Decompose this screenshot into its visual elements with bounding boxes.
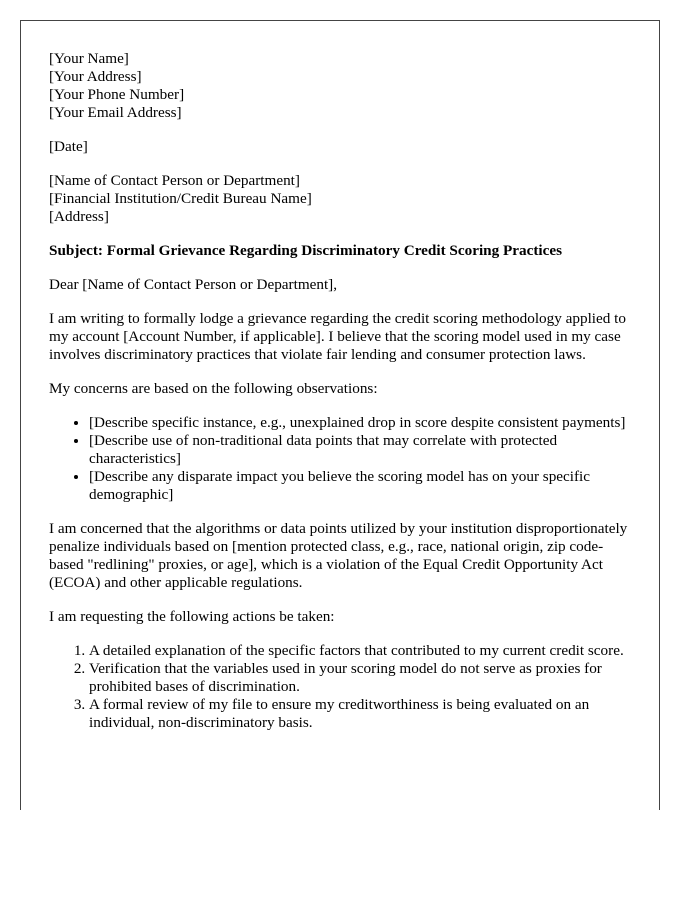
recipient-address: [Address] (49, 208, 109, 225)
sender-block (49, 50, 631, 122)
intro-paragraph: I am writing to formally lodge a grievance regarding the credit scoring methodology applied to my account [Account Number, if applicable]. I believe that the scoring model used in my case involves discriminatory practices that violate fair lending and consumer protection laws. (49, 310, 626, 363)
date-line: [Date] (49, 138, 88, 155)
concerns-intro: My concerns are based on the following observations: (49, 380, 378, 397)
list-item: • [Describe specific instance, e.g., unexplained drop in score despite consistent payments] (89, 414, 631, 432)
letter-page (20, 20, 660, 810)
requests-list (49, 642, 631, 732)
list-item: • [Describe use of non-traditional data points that may correlate with protected characteristics] (89, 432, 631, 468)
recipient-institution: [Financial Institution/Credit Bureau Name] (49, 190, 312, 207)
list-item: 3. A formal review of my file to ensure my creditworthiness is being evaluated on an individual, non-discriminatory basis. (89, 696, 631, 732)
concerns-list (49, 414, 631, 504)
list-item: 1. A detailed explanation of the specific factors that contributed to my current credit score. (89, 642, 631, 660)
recipient-block (49, 172, 631, 226)
list-item: • [Describe any disparate impact you believe the scoring model has on your specific demographic] (89, 468, 631, 504)
sender-phone: [Your Phone Number] (49, 86, 185, 103)
sender-address: [Your Address] (49, 68, 142, 85)
salutation: Dear [Name of Contact Person or Department], (49, 276, 338, 293)
subject-line: Subject: Formal Grievance Regarding Discriminatory Credit Scoring Practices (49, 242, 563, 259)
sender-name: [Your Name] (49, 50, 129, 67)
concern-paragraph: I am concerned that the algorithms or data points utilized by your institution disproportionately penalize individuals based on [mention protected class, e.g., race, national origin, zip code-based "redlining" proxies, or age], which is a violation of the Equal Credit Opportunity Act (ECOA) and other applicable regulations. (49, 520, 628, 591)
list-item: 2. Verification that the variables used in your scoring model do not serve as proxies for prohibited bases of discrimination. (89, 660, 631, 696)
requests-intro: I am requesting the following actions be taken: (49, 608, 335, 625)
recipient-contact: [Name of Contact Person or Department] (49, 172, 300, 189)
sender-email: [Your Email Address] (49, 104, 182, 121)
